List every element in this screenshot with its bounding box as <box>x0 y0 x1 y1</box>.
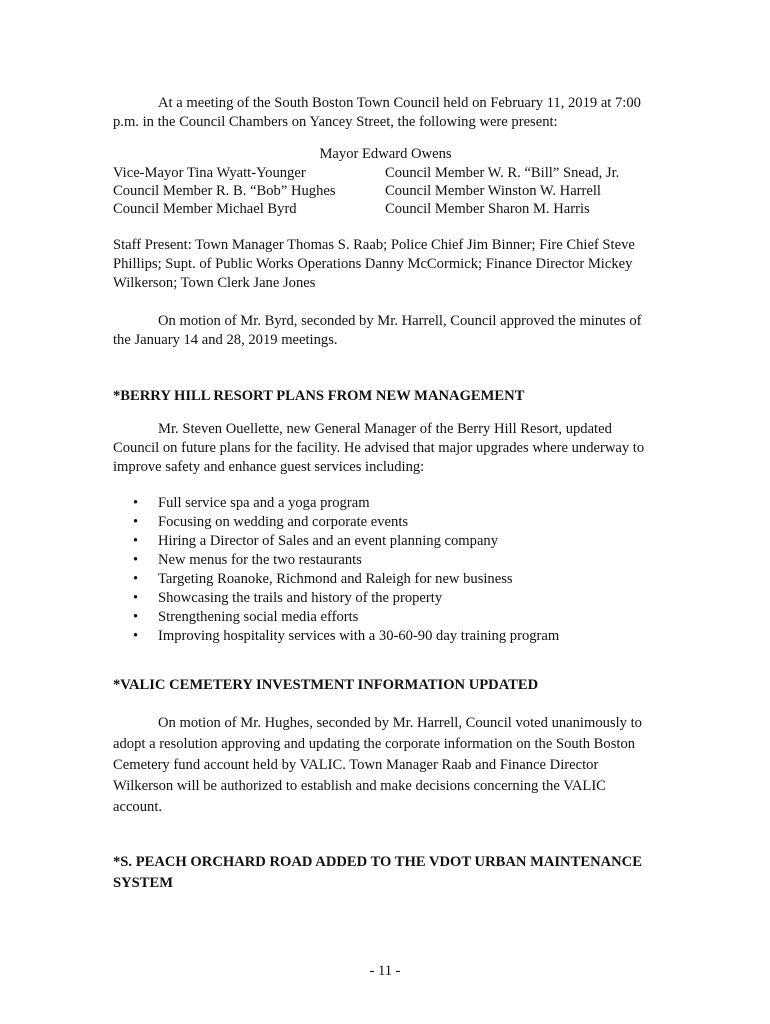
list-item <box>113 513 658 532</box>
council-member: Council Member R. B. “Bob” Hughes <box>113 183 336 199</box>
council-member: Council Member Sharon M. Harris <box>385 201 590 217</box>
list-item-text: Focusing on wedding and corporate events <box>158 514 409 530</box>
bullet-icon: • <box>133 495 139 511</box>
list-item-text: Improving hospitality services with a 30-60-90 day training program <box>158 628 560 644</box>
list-item <box>113 494 658 513</box>
valic-paragraph: On motion of Mr. Hughes, seconded by Mr. Harrell, Council voted unanimously to adopt a resolution approving and updating the corporate information on the South Boston Cemetery fund account held by VALIC. Town Manager Raab and Finance Director Wilkerson will be authorized to establish and make decisions concerning the VALIC account. <box>113 715 642 815</box>
berry-hill-paragraph: Mr. Steven Ouellette, new General Manager of the Berry Hill Resort, updated Council on future plans for the facility. He advised that major upgrades where underway to improve safety and enhance guest services including: <box>113 421 645 475</box>
list-item <box>113 627 658 646</box>
bullet-icon: • <box>133 552 139 568</box>
list-item <box>113 532 658 551</box>
list-item-text: Strengthening social media efforts <box>158 609 359 625</box>
list-item <box>113 551 658 570</box>
list-item-text: New menus for the two restaurants <box>158 552 362 568</box>
bullet-icon: • <box>133 514 139 530</box>
council-member: Council Member Winston W. Harrell <box>385 183 601 199</box>
list-item-text: Full service spa and a yoga program <box>158 495 370 511</box>
intro-paragraph: At a meeting of the South Boston Town Council held on February 11, 2019 at 7:00 p.m. in the Council Chambers on Yancey Street, the following were present: <box>113 95 641 130</box>
council-member: Vice-Mayor Tina Wyatt-Younger <box>113 165 306 181</box>
list-item <box>113 608 658 627</box>
council-member: Council Member W. R. “Bill” Snead, Jr. <box>385 165 620 181</box>
document-page <box>113 94 658 894</box>
bullet-icon: • <box>133 571 139 587</box>
staff-present-paragraph: Staff Present: Town Manager Thomas S. Raab; Police Chief Jim Binner; Fire Chief Steve Phillips; Supt. of Public Works Operations Danny McCormick; Finance Director Mickey Wilkerson; Town Clerk Jane Jones <box>113 237 635 291</box>
mayor-line: Mayor Edward Owens <box>319 146 452 162</box>
council-members-list <box>113 164 658 218</box>
bullet-icon: • <box>133 533 139 549</box>
list-item <box>113 589 658 608</box>
list-item-text: Targeting Roanoke, Richmond and Raleigh for new business <box>158 571 513 587</box>
bullet-icon: • <box>133 609 139 625</box>
council-member: Council Member Michael Byrd <box>113 201 297 217</box>
berry-hill-plans-list <box>113 494 658 646</box>
section-heading-valic: *VALIC CEMETERY INVESTMENT INFORMATION UPDATED <box>113 677 539 693</box>
minutes-paragraph: On motion of Mr. Byrd, seconded by Mr. Harrell, Council approved the minutes of the January 14 and 28, 2019 meetings. <box>113 313 642 348</box>
list-item <box>113 570 658 589</box>
bullet-icon: • <box>133 590 139 606</box>
bullet-icon: • <box>133 628 139 644</box>
section-heading-peach-orchard: *S. PEACH ORCHARD ROAD ADDED TO THE VDOT URBAN MAINTENANCE SYSTEM <box>113 854 642 891</box>
list-item-text: Hiring a Director of Sales and an event planning company <box>158 533 499 549</box>
list-item-text: Showcasing the trails and history of the property <box>158 590 443 606</box>
section-heading-berry-hill: *BERRY HILL RESORT PLANS FROM NEW MANAGEMENT <box>113 388 525 404</box>
page-number: - 11 - <box>369 963 401 979</box>
